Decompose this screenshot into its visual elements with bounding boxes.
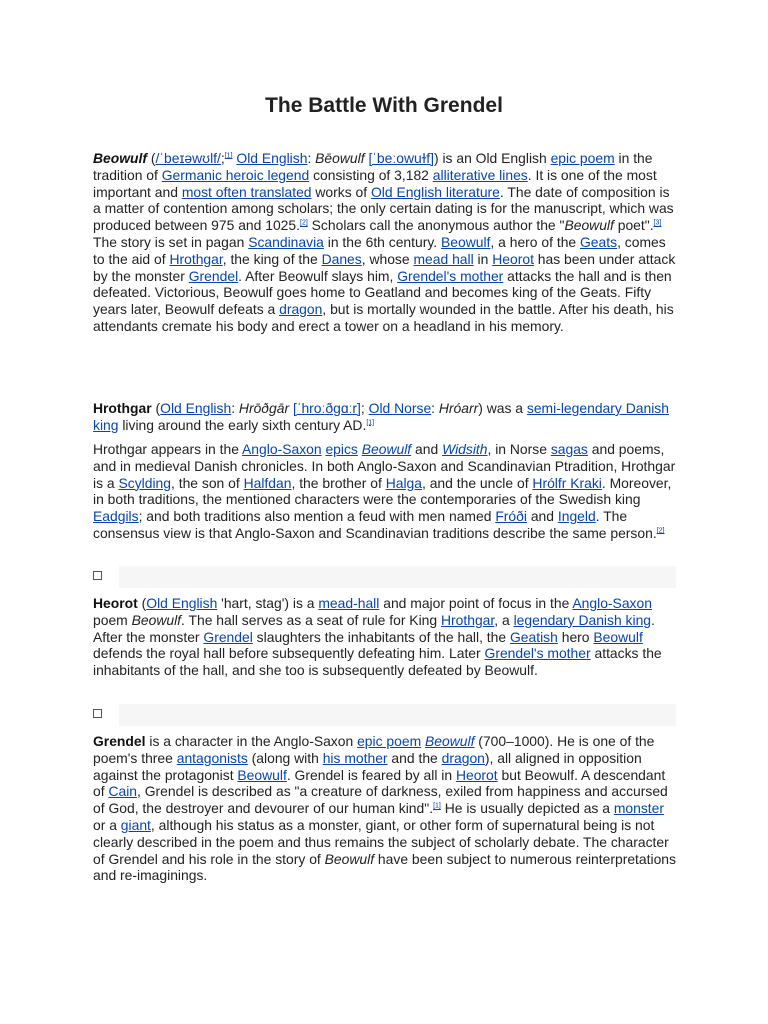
reference-link[interactable]: [2] [656,527,665,535]
text-run: , the king of the [222,250,322,267]
inline-link[interactable]: Beowulf [593,628,643,645]
inline-link[interactable]: mead-hall [318,595,380,611]
reference-link[interactable]: [1] [366,419,375,427]
text-run: attacks the inhabitants of the hall, and she too is subsequently defeated by Beowulf. [93,645,662,679]
text-run: and [411,441,443,457]
inline-link[interactable]: Beowulf [237,766,287,783]
text-run: , in Norse [487,441,551,457]
inline-link[interactable]: Old Norse [368,400,432,416]
text-run: poet". [613,217,654,234]
text-run: and major point of focus in the [379,595,573,611]
text-run: ( [151,400,161,416]
inline-link[interactable]: Hrothgar [440,611,495,628]
text-run: , the brother of [291,474,386,491]
inline-link[interactable]: [ˈbeːowuɫf] [368,150,434,166]
text-run: ) is an Old English [433,150,551,166]
inline-link[interactable]: his mother [322,749,388,766]
inline-link[interactable]: Heorot [455,766,498,783]
italic-text: Beowulf [131,611,182,628]
paragraph-grendel [93,733,676,884]
text-run: has been under attack by the monster [93,250,676,284]
text-run: ( [147,150,156,166]
text-run: : [431,400,439,416]
text-run: . The consensus view is that Anglo-Saxon and Scandinavian traditions describe the same person. [93,508,657,541]
italic-text: Bēowulf [315,150,365,166]
inline-link[interactable]: Hrothgar [169,250,223,267]
text-run: , and the uncle of [421,474,533,491]
text-run: Hrothgar appears in the [93,441,243,457]
checkbox-icon [93,709,102,718]
inline-link[interactable]: Beowulf [425,733,475,749]
inline-link[interactable]: dragon [441,749,485,766]
paragraph-heorot [93,595,676,679]
text-run: ( [137,595,147,611]
inline-link[interactable]: Anglo-Saxon [572,595,652,611]
text-run: 'hart, stag') is a [217,595,319,611]
text-run: . After the monster [93,611,655,645]
inline-link[interactable]: Halfdan [243,474,292,491]
text-run: . The hall serves as a seat of rule for King [181,611,441,628]
inline-link[interactable]: Old English [160,400,232,416]
text-run: The story is set in pagan [93,233,249,250]
inline-link[interactable]: Beowulf [441,233,491,250]
inline-link[interactable]: Danes [321,250,362,267]
italic-text: Hróarr [438,400,479,416]
text-run: defends the royal hall before subsequently defeating him. Later [93,645,485,662]
inline-link[interactable]: semi-legendary Danish king [93,400,669,433]
image-placeholder [93,566,676,588]
inline-link[interactable]: Old English [146,595,218,611]
text-run: have been subject to numerous reinterpretations and re-imaginings. [93,850,676,884]
inline-link[interactable]: Scylding [118,474,171,491]
bold-term: Beowulf [93,150,148,166]
inline-link[interactable]: epics [325,441,358,457]
text-run: (along with [247,749,323,766]
inline-link[interactable]: Geatish [509,628,558,645]
text-run: , the son of [171,474,244,491]
checkbox-icon [93,571,102,580]
inline-link[interactable]: antagonists [176,749,248,766]
bold-term: Hrothgar [93,400,152,416]
inline-link[interactable]: Heorot [492,250,534,267]
text-run: ; [360,400,369,416]
placeholder-bar [119,704,676,726]
text-run: but Beowulf. A descendant of [93,766,666,800]
page-title: The Battle With Grendel [265,94,503,117]
inline-link[interactable]: dragon [279,301,323,318]
image-placeholder [93,704,676,726]
inline-link[interactable]: legendary Danish king [513,611,652,628]
text-run: , although his status as a monster, giant, or other form of supernatural being is not clearly described in the poem and thus remains the subject of scholarly debate. The character of Grendel and his role in the story of [93,816,669,867]
text-run: Scholars call the anonymous author the " [307,217,565,234]
text-run: , Grendel is described as "a creature of darkness, exiled from happiness and accursed of God, the destroyer and devourer of our human kind". [93,783,668,817]
text-run: . Grendel is feared by all in [286,766,456,783]
text-run: , but is mortally wounded in the battle. After his death, his attendants cremate his body and erect a tower on a headland in his memory. [93,301,674,334]
placeholder-bar [119,566,676,588]
inline-link[interactable]: Halga [385,474,422,491]
text-run: ) was a [478,400,527,416]
text-run: : [307,150,316,166]
text-run: . It is one of the most important and [93,166,657,200]
inline-link[interactable]: epic poem [550,150,615,166]
inline-link[interactable]: Old English literature [370,183,500,200]
text-run: ; and both traditions also mention a feud with men named [138,508,496,525]
text-run: ), all aligned in opposition against the protagonist [93,749,642,783]
inline-link[interactable]: alliterative lines [432,166,528,183]
text-run: . Moreover, in both traditions, the mentioned characters were the contemporaries of the Swedish king [93,474,672,508]
reference-link[interactable]: [2] [300,219,308,227]
paragraph-hrothgar-intro [93,400,676,434]
text-run: , whose [361,250,414,267]
text-run: He is usually depicted as a [440,800,614,817]
reference-link[interactable]: [3] [653,219,662,227]
italic-text: Beowulf [324,850,375,867]
text-run: and poems, and in medieval Danish chronicles. In both Anglo-Saxon and Scandinavian Ptradition, Hrothgar is a [93,441,676,491]
text-run: and the [387,749,442,766]
text-run: living around the early sixth century AD. [118,416,367,433]
inline-link[interactable]: Eadgils [93,508,139,525]
text-run: works of [311,183,371,200]
text-run: (700–1000). He is one of the poem's three [93,733,655,766]
paragraph-hrothgar-details [93,441,676,542]
inline-link[interactable]: epic poem [357,733,422,749]
text-run: , a [494,611,514,628]
inline-link[interactable]: Grendel [188,267,239,284]
text-run: : [231,400,239,416]
inline-link[interactable]: Cain [108,783,138,800]
text-run: and [526,508,558,525]
inline-link[interactable]: /ˈbeɪəwʊlf/ [155,150,221,166]
bold-term: Grendel [93,733,146,749]
inline-link[interactable]: Grendel's mother [397,267,504,284]
inline-link[interactable]: Widsith [442,441,488,457]
inline-link[interactable]: Old English [236,150,308,166]
inline-link[interactable]: sagas [550,441,588,457]
text-run: in the 6th century. [323,233,441,250]
inline-link[interactable]: Anglo-Saxon [242,441,322,457]
text-run: poem [93,611,132,628]
text-run: consisting of 3,182 [309,166,433,183]
paragraph-beowulf [93,150,676,335]
text-run: , comes to the aid of [93,233,666,267]
inline-link[interactable]: Grendel's mother [484,645,591,662]
inline-link[interactable]: Beowulf [361,441,412,457]
italic-text: Hrōðgār [238,400,290,416]
inline-link[interactable]: giant [120,816,151,833]
bold-term: Heorot [93,595,138,611]
inline-link[interactable]: Grendel [203,628,253,645]
text-run: in [473,250,493,267]
reference-link[interactable]: [1] [224,152,233,160]
inline-link[interactable]: mead hall [413,250,474,267]
inline-link[interactable]: Geats [580,233,618,250]
italic-text: Beowulf [564,217,614,234]
text-run: in the tradition of [93,150,653,183]
inline-link[interactable]: most often translated [181,183,312,200]
inline-link[interactable]: Germanic heroic legend [161,166,310,183]
inline-link[interactable]: [ˈhroːðɡɑːr] [292,400,361,416]
text-run: ; [220,150,225,166]
inline-link[interactable]: monster [613,800,665,817]
inline-link[interactable]: Fróði [495,508,527,525]
text-run: , a hero of the [490,233,580,250]
text-run: is a character in the Anglo-Saxon [145,733,358,749]
text-run: . The date of composition is a matter of contention among scholars; the only certain dating is for the manuscript, which was produced between 975 and 1025. [93,183,674,234]
text-run: or a [93,816,121,833]
text-run: hero [557,628,594,645]
inline-link[interactable]: Ingeld [557,508,596,525]
inline-link[interactable]: Hrólfr Kraki [532,474,602,491]
text-run: . After Beowulf slays him, [238,267,398,284]
text-run: attacks the hall and is then defeated. Victorious, Beowulf goes home to Geatland and becomes king of the Geats. Fifty years later, Beowulf defeats a [93,267,672,318]
inline-link[interactable]: Scandinavia [248,233,324,250]
text-run: slaughters the inhabitants of the hall, the [252,628,510,645]
reference-link[interactable]: [1] [433,802,441,810]
